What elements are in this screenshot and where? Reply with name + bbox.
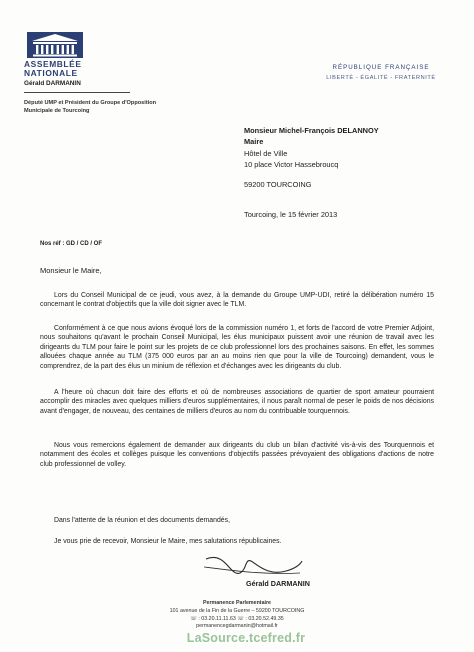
body-paragraph: A l'heure où chacun doit faire des efforts et où de nombreuses associations de quartier de sport amateur pourraient accomplir des miracles avec quelques milliers d'euros supplémentaires, il nous paraît normal de peser le poids de nos décisions avant d'engager, de nouveau, des centaines de milliers d'euros au nom du contribuable tourquennois. (40, 389, 434, 415)
republic-heading: RÉPUBLIQUE FRANÇAISE (332, 64, 430, 71)
footer-address: 101 avenue de la Fin de la Guerre – 59200 TOURCOING (169, 607, 305, 614)
footer-phone: ☏ : 03.20.11.11.63 ☏ : 03.20.52.49.35 (190, 615, 284, 622)
assembly-line1: ASSEMBLÉE (24, 59, 82, 69)
footer-email[interactable]: permanencegdarmanin@hotmail.fr (196, 623, 278, 630)
sender-name: Gérald DARMANIN (24, 80, 81, 87)
recipient-city: 59200 TOURCOING (244, 179, 312, 189)
assembly-line2: NATIONALE (24, 68, 78, 78)
handwritten-signature (196, 549, 306, 583)
body-paragraph: Lors du Conseil Municipal de ce jeudi, vous avez, à la demande du Groupe UMP-UDI, retiré la délibération numéro 15 concernant le contrat d'objectifs que la ville doit signer avec le TLM. (40, 292, 434, 309)
reference-line: Nos réf : GD / CD / OF (40, 241, 103, 247)
footer (0, 600, 474, 631)
body-paragraph: Dans l'attente de la réunion et des documents demandés, (54, 517, 230, 524)
letter-date: Tourcoing, le 15 février 2013 (244, 210, 338, 219)
body-paragraph: Conformément à ce que nous avions évoqué lors de la commission numéro 1, et forts de l'accord de votre Premier Adjoint, nous souhaitons qu'avant le prochain Conseil Municipal, les élus municipaux puissent avoir une réunion de travail avec les dirigeants du TLM pour faire le point sur les projets de ce club professionnel lors des prochaines saisons. En effet, les sommes allouées chaque année au TLM (375 000 euros par an au moins rien que pour la ville de Tourcoing) demandent, vous le comprendrez, de la part des élus un minium de réflexion et d'échanges avec les dirigeants du club. (40, 325, 434, 370)
recipient-name: Monsieur Michel-François DELANNOY (244, 126, 379, 135)
recipient-building: Hôtel de Ville (244, 148, 288, 158)
assembly-name (24, 60, 82, 78)
footer-title: Permanence Parlementaire (202, 600, 271, 606)
body-paragraph: Nous vous remercions également de demander aux dirigeants du club un bilan d'activité vis-à-vis des Tourquennois et notamment des écoles et collèges puisque les conventions d'objectifs passées prévoyaient des obligations d'actions de notre club professionnel de volley. (40, 442, 434, 468)
recipient-address (244, 125, 379, 190)
recipient-street: 10 place Victor Hassebroucq (244, 160, 339, 170)
republic-motto: LIBERTÉ - ÉGALITÉ - FRATERNITÉ (326, 75, 436, 81)
recipient-title: Maire (244, 137, 264, 147)
closing-paragraph: Je vous prie de recevoir, Monsieur le Maire, mes salutations républicaines. (54, 538, 282, 545)
signatory-name: Gérald DARMANIN (246, 579, 310, 588)
sender-role: Député UMP et Président du Groupe d'Opposition Municipale de Tourcoing (24, 100, 157, 114)
header-divider (24, 92, 130, 93)
assemblee-nationale-logo (24, 30, 86, 60)
salutation: Monsieur le Maire, (40, 266, 102, 275)
watermark: LaSource.tcefred.fr (186, 631, 306, 645)
